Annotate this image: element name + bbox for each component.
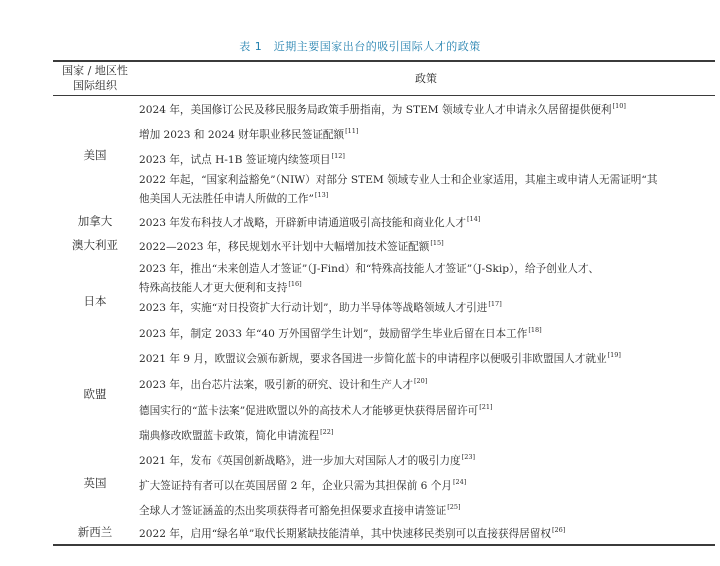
policy-text: 2023 年，试点 H-1B 签证境内续签项目 [139, 154, 331, 166]
policy-canada-1 [139, 212, 711, 231]
policy-japan-3 [139, 323, 711, 342]
region-canada: 加拿大 [77, 214, 113, 228]
policy-text: 德国实行的“蓝卡法案”促进欧盟以外的高技术人才能够更快获得居留许可 [139, 405, 479, 417]
citation: [23] [461, 453, 475, 461]
citation: [26] [551, 526, 566, 534]
policy-eu-4 [139, 425, 711, 444]
policy-eu-1 [139, 348, 711, 367]
policy-text: 2023 年，制定 2033 年“40 万外国留学生计划”，鼓励留学生毕业后留在日本工作 [139, 328, 528, 340]
policy-text: 2021 年，发布《英国创新战略》，进一步加大对国际人才的吸引力度 [139, 455, 461, 467]
citation: [19] [607, 351, 621, 359]
region-new-zealand: 新西兰 [77, 525, 113, 539]
policy-usa-3 [139, 149, 711, 168]
region-australia: 澳大利亚 [72, 238, 118, 252]
header-region-line2: 国际组织 [73, 79, 117, 92]
policy-eu-3 [139, 400, 711, 419]
policy-japan-2 [139, 297, 711, 316]
bottom-rule [53, 544, 715, 546]
policy-usa-4 [139, 173, 711, 207]
policy-text-line1: 2023 年，推出“未来创造人才签证”（J-Find）和“特殊高技能人才签证”（J-Skip），给予创业人才、 [139, 263, 600, 275]
citation: [25] [447, 503, 461, 511]
policy-japan-1 [139, 262, 711, 296]
header-region [53, 62, 137, 94]
citation: [14] [466, 215, 481, 223]
header-rule [53, 95, 715, 96]
policy-text: 2023 年，实施“对日投资扩大行动计划”，助力半导体等战略领域人才引进 [139, 302, 488, 314]
policy-text: 增加 2023 和 2024 财年职业移民签证配额 [139, 129, 345, 141]
citation: [15] [430, 239, 444, 247]
policy-text: 全球人才签证涵盖的杰出奖项获得者可豁免担保要求直接申请签证 [139, 505, 447, 517]
policy-text: 特殊高技能人才更大便利和支持 [139, 282, 288, 294]
policy-text: 2021 年 9 月，欧盟议会颁布新规，要求各国进一步简化蓝卡的申请程序以便吸引非欧盟国人才就业 [139, 353, 607, 365]
policy-text: 2022 年，启用“绿名单”取代长期紧缺技能清单，其中快速移民类别可以直接获得居留权 [139, 528, 551, 540]
region-japan: 日本 [83, 294, 107, 308]
policy-text: 2022—2023 年，移民规划水平计划中大幅增加技术签证配额 [139, 241, 430, 253]
policy-text: 2024 年，美国修订公民及移民服务局政策手册指南，为 STEM 领域专业人才申请永久居留提供便利 [139, 104, 612, 116]
policy-usa-2 [139, 124, 711, 143]
policy-text: 2023 年发布科技人才战略，开辟新申请通道吸引高技能和商业化人才 [139, 217, 466, 229]
header-region-line1: 国家 / 地区性 [62, 64, 128, 77]
citation: [11] [345, 127, 359, 135]
citation: [16] [288, 280, 302, 288]
policy-eu-2 [139, 374, 711, 393]
table-caption: 表 1 近期主要国家出台的吸引国际人才的政策 [239, 40, 481, 53]
policy-uk-1 [139, 450, 711, 469]
citation: [22] [320, 428, 334, 436]
policy-text: 他美国人无法胜任申请人所做的工作” [139, 193, 314, 205]
policy-text: 2023 年，出台芯片法案，吸引新的研究、设计和生产人才 [139, 379, 413, 391]
citation: [24] [452, 478, 467, 486]
policy-text: 瑞典修改欧盟蓝卡政策，简化申请流程 [139, 430, 320, 442]
citation: [17] [488, 300, 502, 308]
policy-text-line1: 2022 年起，“国家利益豁免”（NIW）对部分 STEM 领域专业人士和企业家适用，其雇主或申请人无需证明“其 [139, 174, 658, 186]
policy-uk-2 [139, 475, 711, 494]
region-eu: 欧盟 [83, 387, 107, 401]
region-usa: 美国 [83, 148, 107, 162]
header-policy: 政策 [415, 72, 437, 85]
policy-australia-1 [139, 236, 711, 255]
policy-usa-1 [139, 99, 711, 118]
citation: [21] [479, 403, 493, 411]
citation: [10] [612, 102, 626, 110]
policy-uk-3 [139, 500, 711, 519]
citation: [20] [413, 377, 428, 385]
citation: [12] [331, 152, 345, 160]
region-uk: 英国 [83, 476, 107, 490]
citation: [13] [314, 191, 329, 199]
policy-new-zealand-1 [139, 523, 711, 542]
policy-text: 扩大签证持有者可以在英国居留 2 年，企业只需为其担保前 6 个月 [139, 480, 452, 492]
citation: [18] [528, 326, 542, 334]
